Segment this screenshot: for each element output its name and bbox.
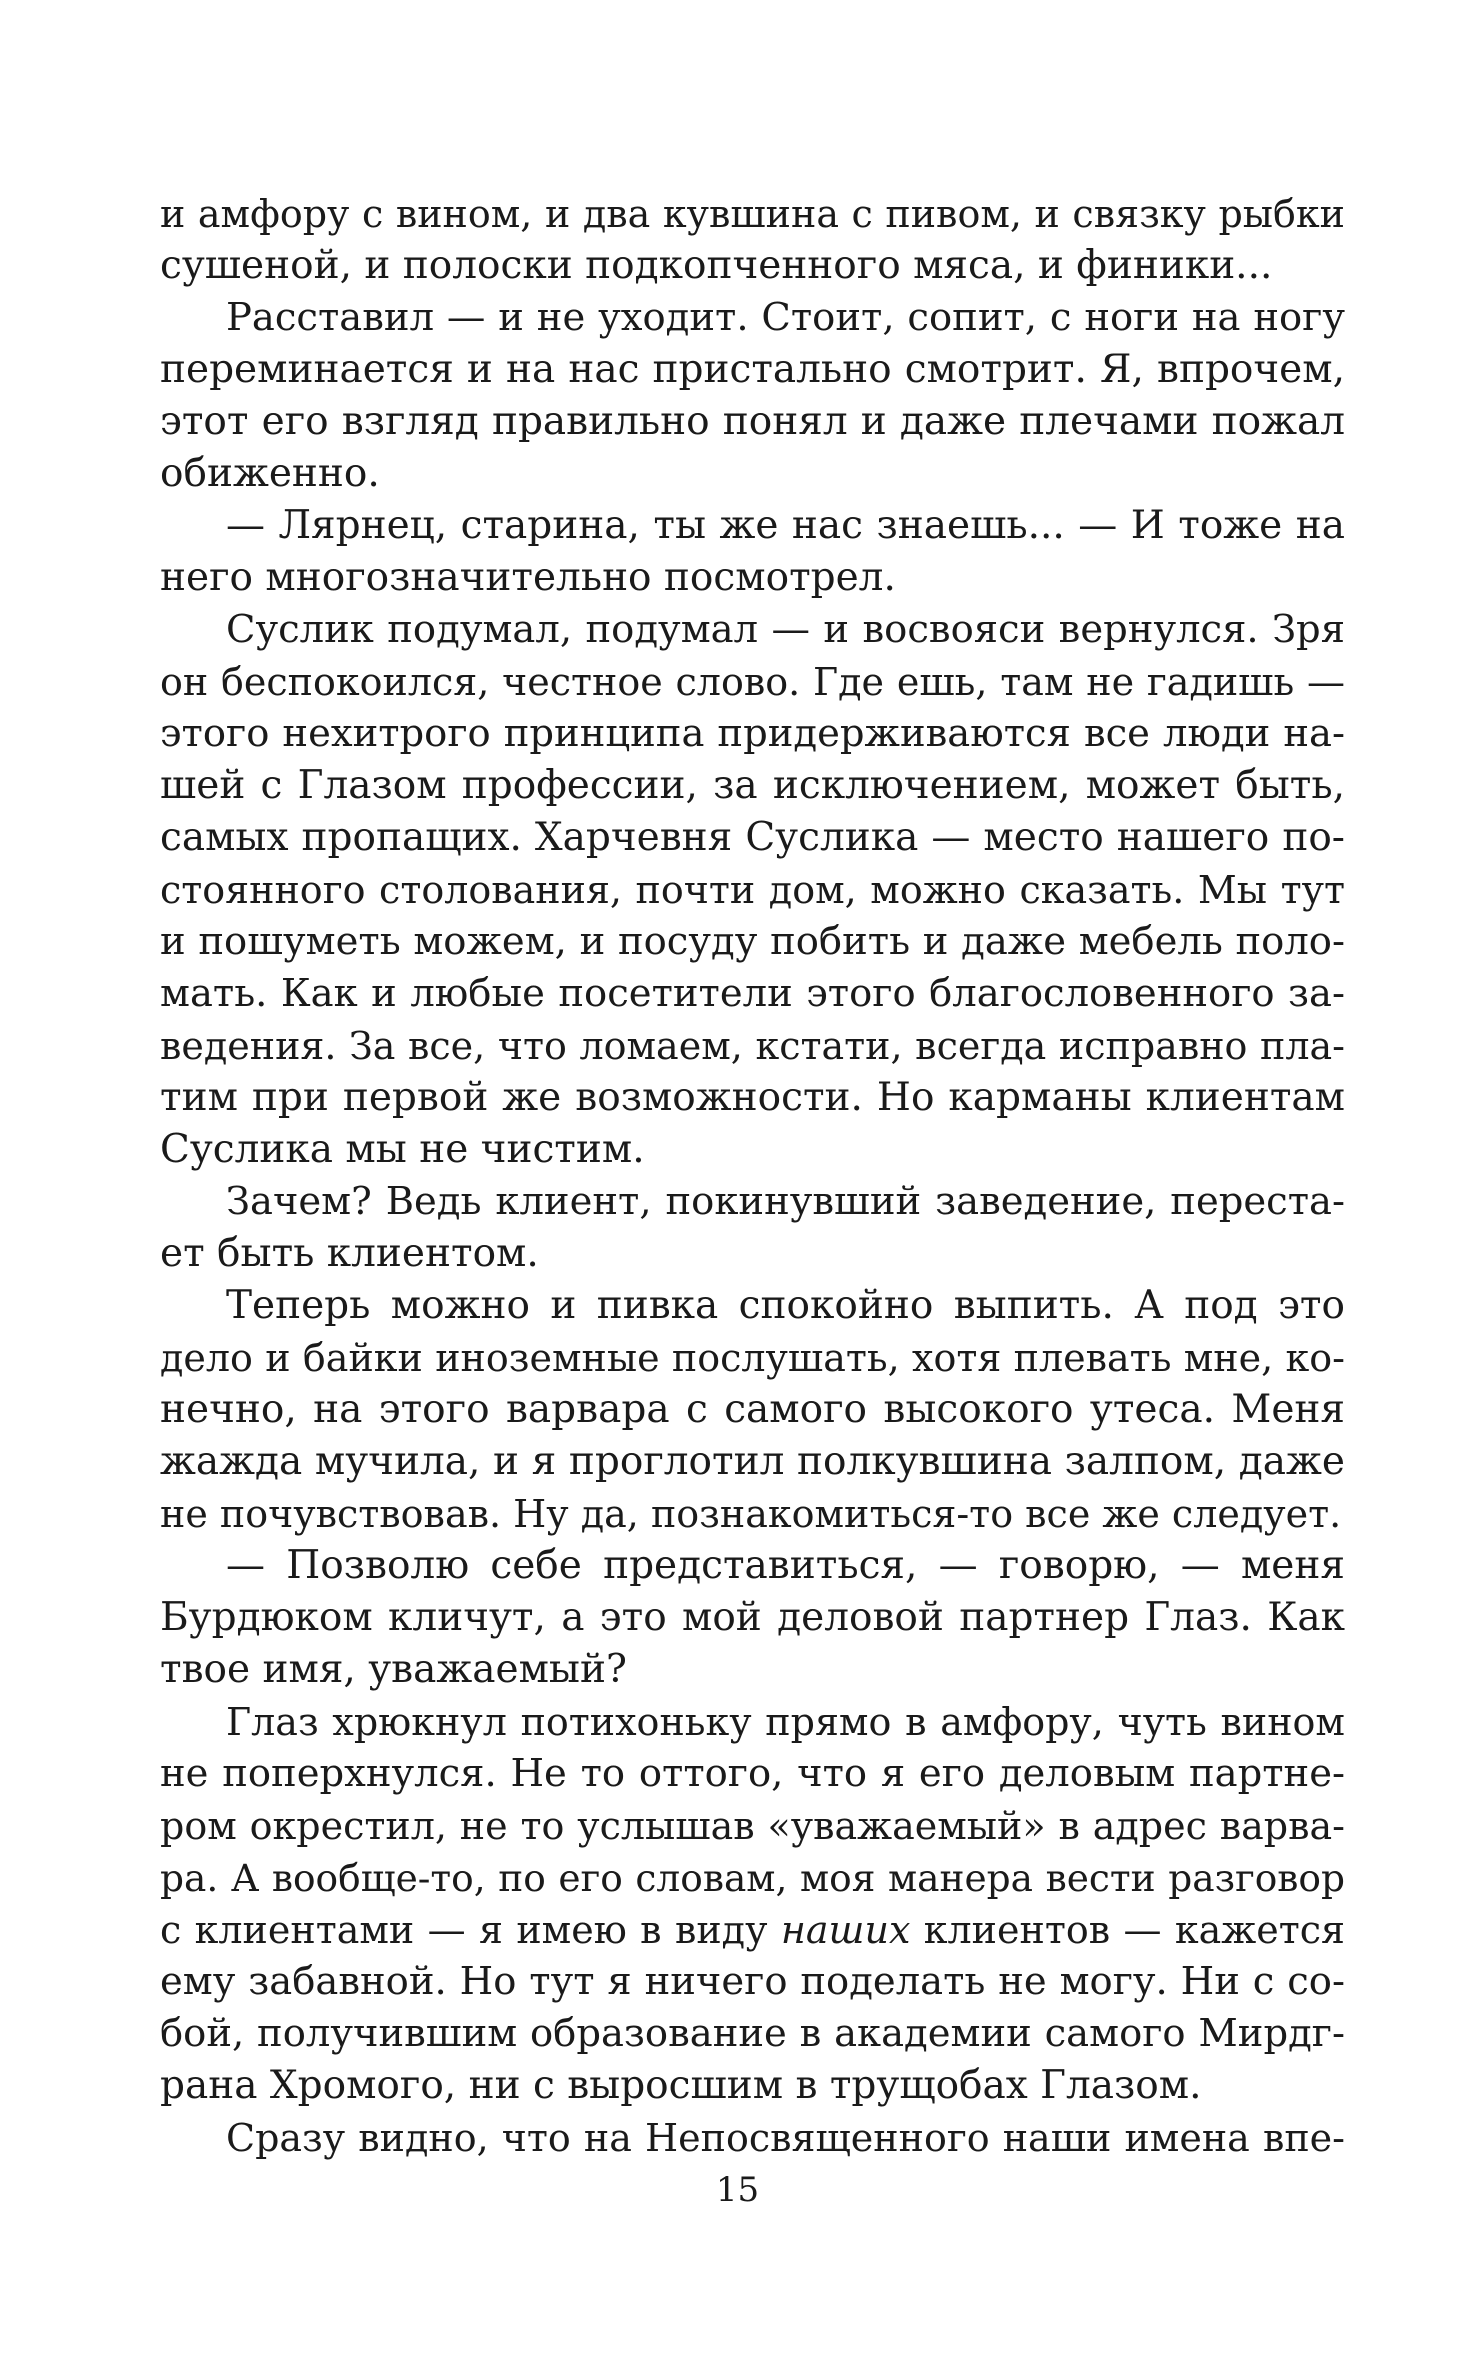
text-line: него многозначительно посмотрел. bbox=[160, 555, 896, 600]
text-line: ет быть клиентом. bbox=[160, 1231, 539, 1276]
text-line: Сразу видно, что на Непосвященного наши имена впе- bbox=[226, 2116, 1345, 2160]
text-line: тим при первой же возможности. Но карманы клиентам bbox=[160, 1075, 1345, 1120]
text-line: обиженно. bbox=[160, 451, 380, 496]
text-line: нечно, на этого варвара с самого высокого утеса. Меня bbox=[160, 1387, 1345, 1432]
text-line: и пошуметь можем, и посуду побить и даже мебель поло- bbox=[160, 919, 1345, 964]
text-line: ведения. За все, что ломаем, кстати, всегда исправно пла- bbox=[160, 1024, 1345, 1068]
text-line: ему забавной. Но тут я ничего поделать не могу. Ни с со- bbox=[160, 1959, 1345, 2004]
book-page-text bbox=[160, 188, 1345, 2164]
text-line: Теперь можно и пивка спокойно выпить. А под это bbox=[226, 1283, 1345, 1328]
text-line: твое имя, уважаемый? bbox=[160, 1647, 627, 1692]
text-line: — Лярнец, старина, ты же нас знаешь... — И тоже на bbox=[226, 503, 1345, 548]
text-line: — Позволю себе представиться, — говорю, — меня bbox=[226, 1543, 1345, 1588]
text-line: жажда мучила, и я проглотил полкувшина залпом, даже bbox=[160, 1439, 1345, 1484]
text-line: Зачем? Ведь клиент, покинувший заведение, переста- bbox=[226, 1179, 1345, 1224]
text-line: не почувствовав. Ну да, познакомиться-то все же следует. bbox=[160, 1492, 1342, 1536]
text-line: дело и байки иноземные послушать, хотя плевать мне, ко- bbox=[160, 1336, 1345, 1380]
text-line: не поперхнулся. Не то оттого, что я его деловым партне- bbox=[160, 1751, 1345, 1796]
text-segment: клиентов — кажется bbox=[910, 1908, 1345, 1952]
text-line: переминается и на нас пристально смотрит. Я, впрочем, bbox=[160, 347, 1345, 392]
text-line: этот его взгляд правильно понял и даже плечами пожал bbox=[160, 399, 1345, 444]
page-number: 15 bbox=[715, 2170, 760, 2210]
text-line: Бурдюком кличут, а это мой деловой партнер Глаз. Как bbox=[160, 1595, 1345, 1640]
text-line: он беспокоился, честное слово. Где ешь, там не гадишь — bbox=[160, 660, 1345, 704]
text-line: Суслик подумал, подумал — и восвояси вернулся. Зря bbox=[226, 607, 1345, 652]
text-line: и амфору с вином, и два кувшина с пивом, и связку рыбки bbox=[160, 192, 1345, 236]
text-line: самых пропащих. Харчевня Суслика — место нашего по- bbox=[160, 815, 1345, 860]
text-line: бой, получившим образование в академии самого Мирдг- bbox=[160, 2011, 1345, 2056]
text-line: Расставил — и не уходит. Стоит, сопит, с ноги на ногу bbox=[226, 295, 1345, 340]
text-line: ра. А вообще-то, по его словам, моя манера вести разговор bbox=[160, 1856, 1345, 1900]
text-line: шей с Глазом профессии, за исключением, может быть, bbox=[160, 763, 1345, 808]
text-line: рана Хромого, ни с выросшим в трущобах Глазом. bbox=[160, 2063, 1202, 2108]
text-line: Суслика мы не чистим. bbox=[160, 1127, 645, 1172]
text-line: этого нехитрого принципа придерживаются все люди на- bbox=[160, 711, 1345, 756]
text-line: мать. Как и любые посетители этого благословенного за- bbox=[160, 971, 1345, 1016]
text-line: стоянного столования, почти дом, можно сказать. Мы тут bbox=[160, 868, 1345, 912]
text-line bbox=[160, 1904, 1345, 1956]
text-segment: с клиентами — я имею в виду bbox=[160, 1908, 768, 1952]
italic-emphasis: наших bbox=[780, 1908, 911, 1952]
text-line: ром окрестил, не то услышав «уважаемый» в адрес варва- bbox=[160, 1804, 1345, 1848]
text-line: сушеной, и полоски подкопченного мяса, и финики... bbox=[160, 243, 1273, 288]
text-line: Глаз хрюкнул потихоньку прямо в амфору, чуть вином bbox=[226, 1700, 1345, 1744]
